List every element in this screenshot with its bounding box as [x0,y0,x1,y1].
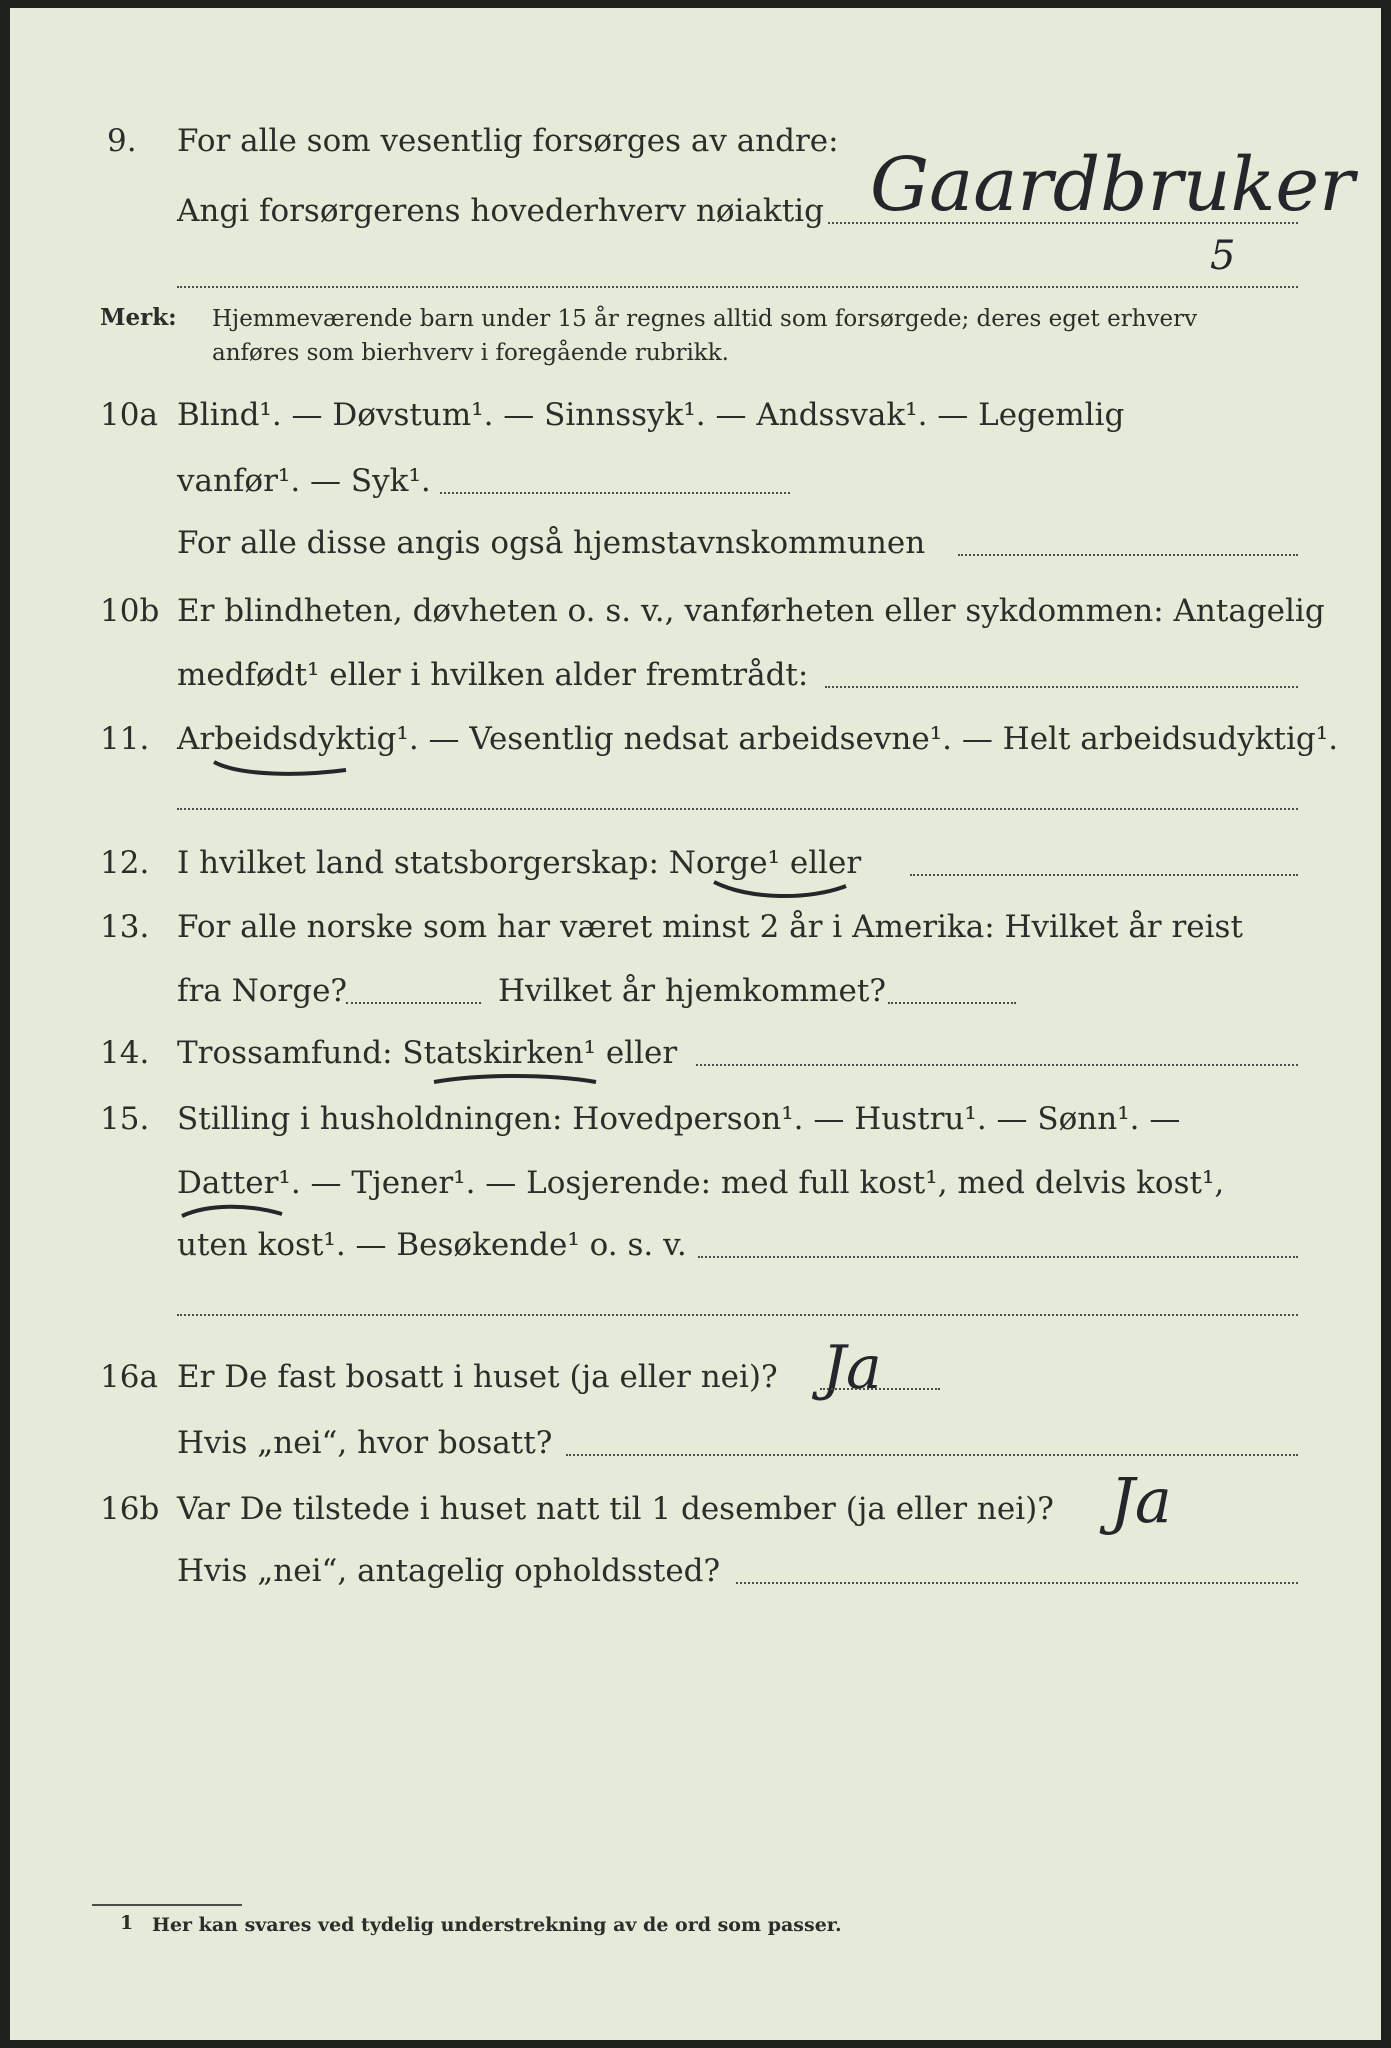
q13-line1: For alle norske som har været minst 2 år i Amerika: Hvilket år reist [177,909,1243,945]
q16a-answer-line [820,1388,940,1390]
q9-handwritten-mark: 5 [1210,233,1236,279]
q16a-answer-handwriting: Ja [822,1333,882,1403]
q10b-line1: Er blindheten, døvheten o. s. v., vanførheten eller sykdommen: Antagelig [177,593,1325,629]
q15-underline-mark [178,1200,288,1224]
q16b-line1: Var De tilstede i huset natt til 1 desember (ja eller nei)? [177,1491,1054,1527]
q15-line2: Datter¹. — Tjener¹. — Losjerende: med full kost¹, med delvis kost¹, [177,1165,1225,1201]
census-form-page [10,8,1381,2040]
q16b-number: 16b [100,1491,160,1527]
q11-number: 11. [100,721,150,757]
q13-number: 13. [100,909,150,945]
q14-underline-mark [430,1072,600,1094]
q14-line1: Trossamfund: Statskirken¹ eller [177,1035,678,1071]
q16b-opholdssted-line [736,1582,1298,1584]
q10a-line2: vanfør¹. — Syk¹. [177,463,431,499]
q10a-line1: Blind¹. — Døvstum¹. — Sinnssyk¹. — Andssvak¹. — Legemlig [177,397,1125,433]
q12-line1: I hvilket land statsborgerskap: Norge¹ eller [177,845,862,881]
q9-number: 9. [107,123,137,159]
q9-extra-line [177,286,1298,288]
q16a-number: 16a [100,1359,158,1395]
q16a-bosatt-line [566,1454,1298,1456]
q16b-line2: Hvis „nei“, antagelig opholdssted? [177,1553,721,1589]
q16b-answer-handwriting: Ja [1110,1464,1172,1537]
q9-line1: For alle som vesentlig forsørges av andre: [177,123,839,159]
q12-number: 12. [100,845,150,881]
q16a-line2: Hvis „nei“, hvor bosatt? [177,1425,553,1461]
q11-underline-mark [210,750,350,780]
q12-underline-mark [710,872,850,908]
q13-line2a: fra Norge? [177,973,348,1009]
q14-number: 14. [100,1035,150,1071]
q10a-syk-line [440,492,790,494]
footnote-marker: 1 [120,1912,134,1934]
q11-line1: Arbeidsdyktig¹. — Vesentlig nedsat arbeidsevne¹. — Helt arbeidsudyktig¹. [177,721,1339,757]
q10a-kommune-line [958,554,1298,556]
q15-extra-line [177,1314,1298,1316]
q10b-line2: medfødt¹ eller i hvilken alder fremtrådt: [177,657,809,693]
merk-line2: anføres som bierhverv i foregående rubrikk. [212,340,729,366]
q10b-answer-line [825,686,1298,688]
q12-answer-line [910,874,1298,876]
footnote-text: Her kan svares ved tydelig understrekning av de ord som passer. [152,1914,842,1936]
q11-extra-line [177,808,1298,810]
q15-answer-line [698,1256,1298,1258]
q9-line2: Angi forsørgerens hovederhverv nøiaktig [177,193,824,229]
q15-number: 15. [100,1101,150,1137]
q9-answer-handwriting: Gaardbruker [870,142,1355,228]
q10b-number: 10b [100,593,160,629]
q15-line1: Stilling i husholdningen: Hovedperson¹. — Hustru¹. — Sønn¹. — [177,1101,1181,1137]
q13-reist-line [346,1002,481,1004]
q10a-number: 10a [100,397,158,433]
q10a-line3: For alle disse angis også hjemstavnskommunen [177,525,926,561]
q13-hjemkommet-line [888,1002,1016,1004]
merk-line1: Hjemmeværende barn under 15 år regnes alltid som forsørgede; deres eget erhverv [212,306,1198,332]
q14-answer-line [696,1064,1298,1066]
footnote-rule [92,1904,242,1906]
merk-label: Merk: [100,304,177,331]
q13-line2b: Hvilket år hjemkommet? [498,973,886,1009]
q16a-line1: Er De fast bosatt i huset (ja eller nei)? [177,1359,778,1395]
q15-line3: uten kost¹. — Besøkende¹ o. s. v. [177,1227,687,1263]
